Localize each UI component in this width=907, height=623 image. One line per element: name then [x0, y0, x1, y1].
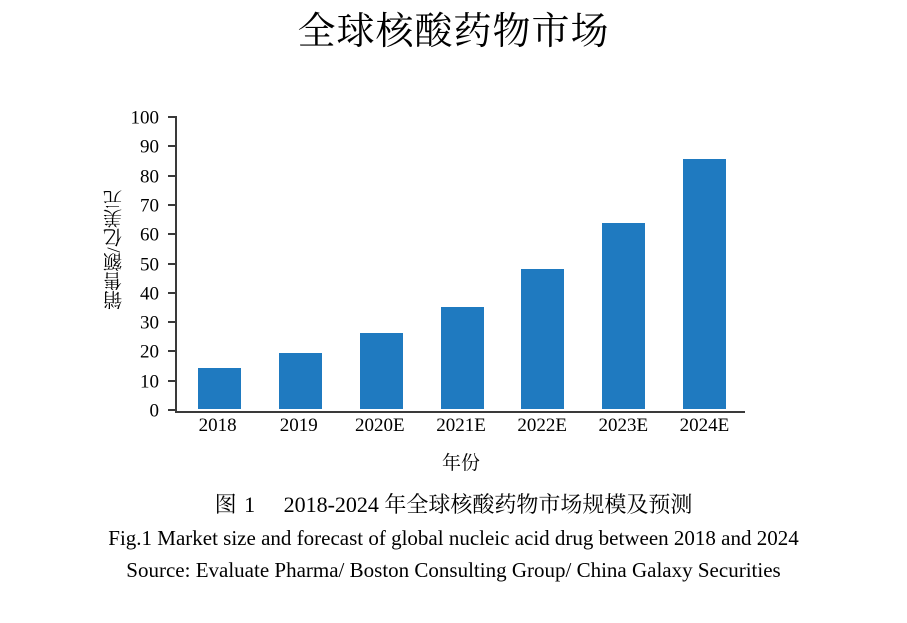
y-axis-title: 销售额/亿美元	[104, 190, 125, 310]
y-tick-label: 50	[140, 254, 159, 275]
x-tick-label: 2024E	[679, 415, 730, 436]
y-tick-label: 40	[140, 283, 159, 305]
plot-area	[130, 107, 745, 422]
y-tick-label: 80	[140, 166, 159, 188]
y-tick	[168, 263, 177, 265]
plot-wrapper	[130, 107, 745, 474]
y-tick	[168, 321, 177, 323]
y-tick-label: 20	[140, 341, 159, 363]
bar-slot	[260, 118, 341, 409]
bar-2023E	[602, 223, 645, 409]
x-tick-label: 2019	[279, 415, 318, 436]
bar-slot	[664, 118, 745, 409]
bar-slot	[422, 118, 503, 409]
caption-source: Source: Evaluate Pharma/ Boston Consulting Group/ China Galaxy Securities	[126, 558, 781, 582]
y-tick-label: 100	[130, 107, 159, 129]
figure-number: 图 1	[214, 492, 257, 517]
caption-english: Fig.1 Market size and forecast of global nucleic acid drug between 2018 and 2024	[108, 526, 799, 550]
page-title: 全球核酸药物市场	[297, 11, 610, 53]
y-tick	[168, 350, 177, 352]
y-tick-label: 60	[140, 224, 159, 246]
y-tick	[168, 175, 177, 177]
y-tick	[168, 145, 177, 147]
caption-chinese	[0, 488, 907, 522]
y-tick-label: 30	[140, 312, 159, 334]
bar-2018	[198, 368, 241, 409]
x-tick-label: 2018	[198, 415, 237, 436]
bar-2022E	[521, 269, 564, 409]
bar-2024E	[683, 159, 726, 409]
bar-2021E	[441, 307, 484, 409]
y-tick	[168, 292, 177, 294]
figure-title-cn: 2018-2024 年全球核酸药物市场规模及预测	[283, 492, 693, 517]
x-tick-label: 2020E	[355, 415, 405, 436]
y-tick	[168, 409, 177, 411]
x-tick-label: 2022E	[517, 415, 567, 436]
bar-slot	[179, 118, 260, 409]
chart-figure	[0, 100, 907, 480]
y-tick	[168, 204, 177, 206]
y-tick	[168, 380, 177, 382]
bar-slot	[502, 118, 583, 409]
figure-captions	[0, 488, 907, 586]
x-axis-title: 年份	[441, 453, 480, 474]
bar-slot	[341, 118, 422, 409]
y-tick-label: 10	[140, 371, 159, 393]
y-tick-label: 70	[140, 195, 159, 217]
bar-2019	[279, 353, 322, 409]
bar-2020E	[360, 333, 403, 409]
x-tick-label: 2023E	[598, 415, 649, 436]
bar-series	[179, 118, 745, 409]
y-tick-label: 0	[149, 400, 159, 422]
x-tick-label: 2021E	[436, 415, 486, 436]
bar-slot	[583, 118, 664, 409]
y-tick-label: 90	[140, 136, 159, 158]
y-tick	[168, 233, 177, 235]
y-tick	[168, 116, 177, 118]
x-axis-tick-labels	[177, 415, 745, 437]
